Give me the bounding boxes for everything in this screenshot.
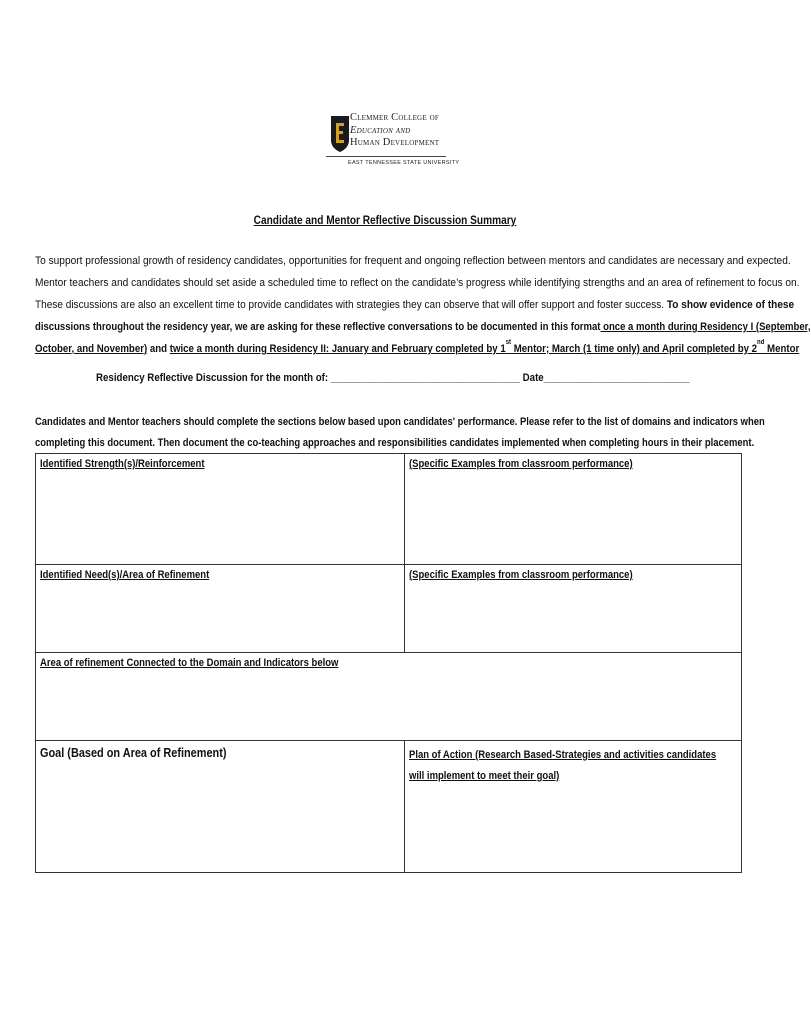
area-connected-label: Area of refinement Connected to the Domain and Indicators below xyxy=(40,657,339,669)
superscript-st: st xyxy=(505,339,512,346)
college-name-line-2: Education and xyxy=(350,124,411,136)
intro-line-3 xyxy=(35,294,795,316)
college-logo xyxy=(326,108,460,172)
instructions-line-1: Candidates and Mentor teachers should complete the sections below based upon candidates' performance. Please refer to the list of domains and indicators when xyxy=(35,416,765,428)
reflection-form-table xyxy=(35,453,742,873)
intro-line-1: To support professional growth of residency candidates, opportunities for frequent and ongoing reflection between mentors and candidates are necessary and expected. xyxy=(35,255,791,267)
residency-one-months: October, and November) xyxy=(35,343,148,355)
intro-paragraph xyxy=(35,250,811,360)
intro-line-3-bold: To show evidence of these xyxy=(664,299,795,311)
goal-label: Goal (Based on Area of Refinement) xyxy=(40,745,227,760)
strength-cell[interactable] xyxy=(36,454,405,565)
instructions-line-2: completing this document. Then document the co-teaching approaches and responsibilities candidates implemented when completing hours in their placement. xyxy=(35,437,755,449)
need-label: Identified Need(s)/Area of Refinement xyxy=(40,569,210,581)
intro-line-5 xyxy=(35,338,800,360)
residency-two-part-a: twice a month during Residency II: January and February completed by 1 xyxy=(169,343,506,355)
need-row xyxy=(36,565,742,653)
intro-line-4 xyxy=(35,316,811,338)
plan-label: Plan of Action (Research Based-Strategies and activities candidates will implement to meet their goal) xyxy=(409,749,717,782)
college-name xyxy=(350,112,439,150)
area-connected-cell[interactable] xyxy=(36,653,742,741)
residency-two-schedule xyxy=(169,339,800,355)
college-name-line-1: Clemmer College of xyxy=(350,112,439,123)
residency-one-schedule: once a month during Residency I (September, xyxy=(600,321,811,333)
need-cell[interactable] xyxy=(36,565,405,653)
logo-rule xyxy=(326,156,446,157)
residency-two-part-c: Mentor xyxy=(764,343,800,355)
strength-row xyxy=(36,454,742,565)
goal-cell[interactable] xyxy=(36,741,405,873)
instructions xyxy=(35,412,765,454)
intro-line-2: Mentor teachers and candidates should set aside a scheduled time to reflect on the candidate’s progress while identifying strengths and an area of refinement to focus on. xyxy=(35,277,800,289)
intro-and: and xyxy=(147,343,170,355)
area-connected-row xyxy=(36,653,742,741)
college-name-line-3: Human Development xyxy=(350,137,440,148)
need-examples-label: (Specific Examples from classroom performance) xyxy=(409,569,633,581)
superscript-nd: nd xyxy=(757,339,765,346)
university-name: EAST TENNESSEE STATE UNIVERSITY xyxy=(348,160,460,166)
intro-line-3-plain: These discussions are also an excellent time to provide candidates with strategies they can observe that will offer support and foster success. xyxy=(35,299,665,311)
document-title: Candidate and Mentor Reflective Discussion Summary xyxy=(253,215,517,227)
goal-row xyxy=(36,741,742,873)
intro-line-4-bold: discussions throughout the residency year, we are asking for these reflective conversations to be documented in this format xyxy=(35,321,601,333)
month-date-line[interactable]: Residency Reflective Discussion for the month of: ___________________________________ Date___________________________ xyxy=(96,372,690,384)
strength-examples-cell[interactable] xyxy=(405,454,742,565)
etsu-shield-icon xyxy=(330,114,350,154)
strength-examples-label: (Specific Examples from classroom performance) xyxy=(409,458,633,470)
plan-cell[interactable] xyxy=(405,741,742,873)
residency-two-part-b: Mentor; March (1 time only) and April completed by 2 xyxy=(511,343,758,355)
need-examples-cell[interactable] xyxy=(405,565,742,653)
strength-label: Identified Strength(s)/Reinforcement xyxy=(40,458,205,470)
